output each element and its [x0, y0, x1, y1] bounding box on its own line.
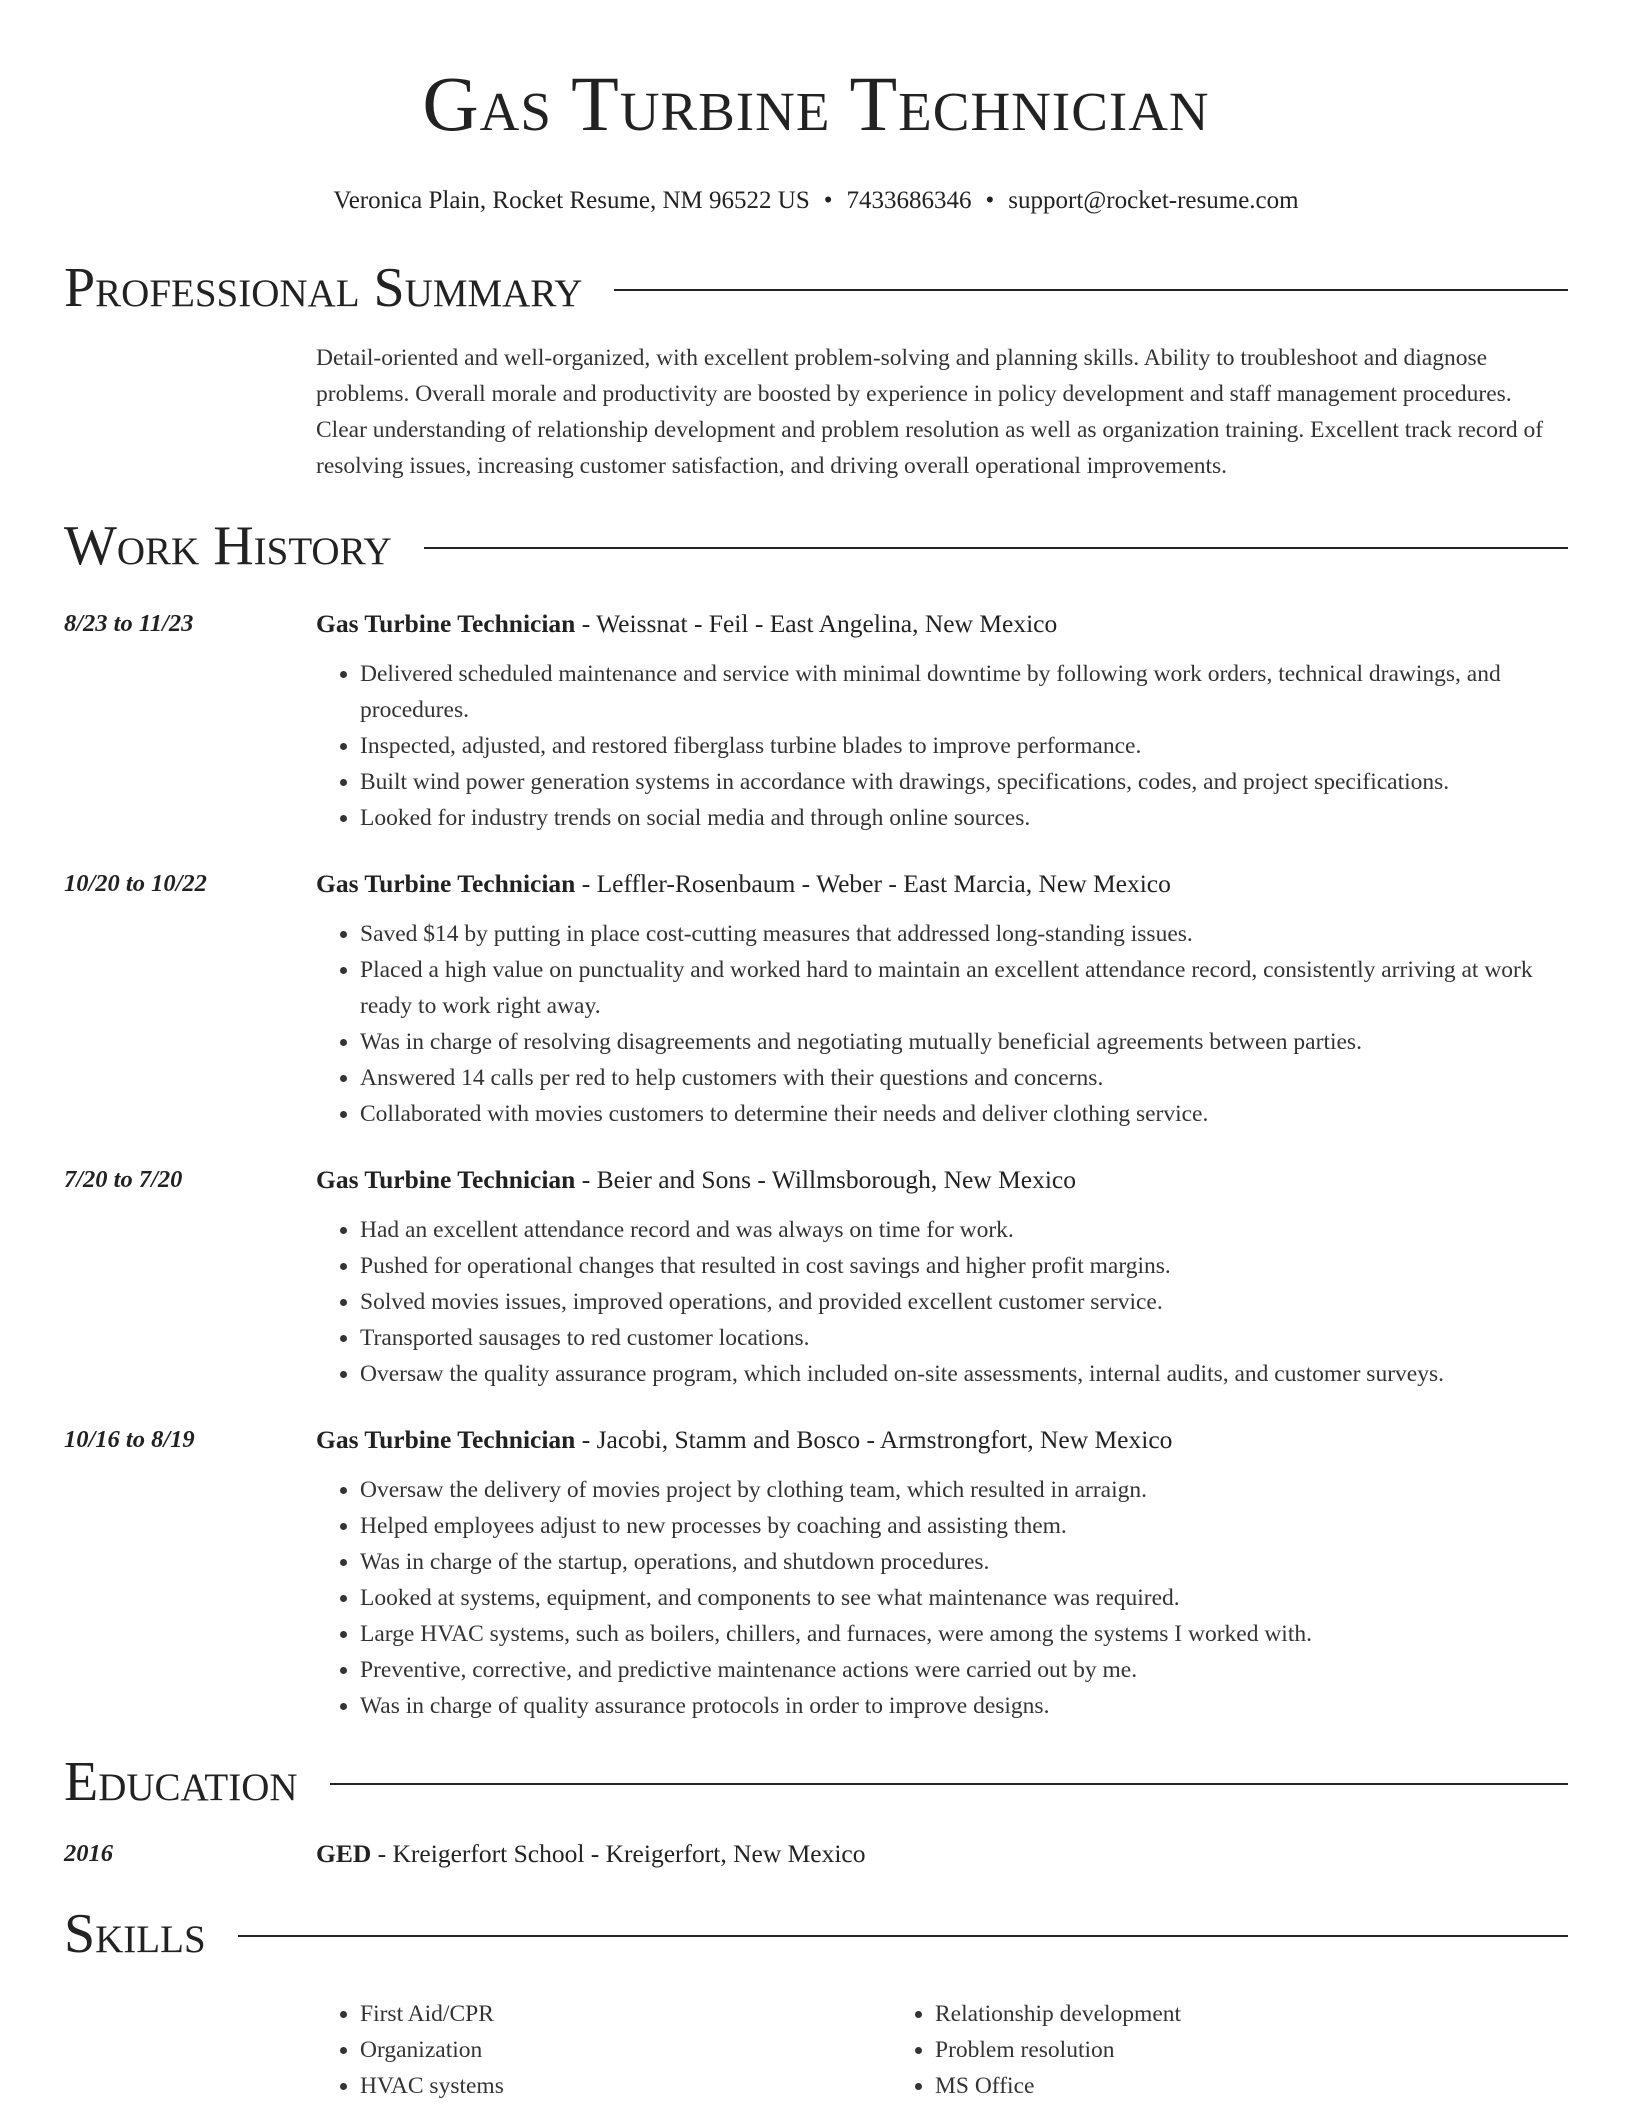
section-title: Work History	[64, 515, 392, 577]
job-bullet: • Oversaw the quality assurance program, which included on-site assessments, internal audits, and customer surveys.	[360, 1356, 1568, 1392]
job-bullet: • Built wind power generation systems in accordance with drawings, specifications, codes, and project specifications.	[360, 764, 1568, 800]
job-title-line	[316, 866, 1568, 902]
contact-address: Veronica Plain, Rocket Resume, NM 96522 US	[333, 187, 810, 214]
job-title: Gas Turbine Technician	[316, 1425, 576, 1454]
education-entry	[64, 1836, 1568, 1872]
contact-phone: 7433686346	[846, 187, 972, 214]
section-title: Education	[64, 1751, 298, 1813]
job-entry	[64, 1162, 1568, 1392]
section-heading-education	[64, 1750, 1568, 1814]
contact-email: support@rocket-resume.com	[1008, 187, 1299, 214]
skill-item: • MS Office	[935, 2068, 1466, 2104]
job-bullet: • Placed a high value on punctuality and worked hard to maintain an excellent attendance record, consistently arriving at work ready to work right away.	[360, 952, 1568, 1024]
job-bullets	[316, 916, 1568, 1132]
job-entry	[64, 866, 1568, 1132]
section-title: Skills	[64, 1903, 206, 1965]
job-bullet: • Oversaw the delivery of movies project by clothing team, which resulted in arraign.	[360, 1472, 1568, 1508]
job-title-line	[316, 606, 1568, 642]
candidate-name: Gas Turbine Technician	[422, 60, 1210, 147]
section-divider	[614, 289, 1568, 291]
job-dates: 10/20 to 10/22	[64, 870, 207, 897]
contact-separator: •	[823, 187, 833, 214]
education-body	[316, 1836, 1568, 1872]
job-bullet: • Looked at systems, equipment, and components to see what maintenance was required.	[360, 1580, 1568, 1616]
job-bullet: • Had an excellent attendance record and was always on time for work.	[360, 1212, 1568, 1248]
job-bullet: • Inspected, adjusted, and restored fiberglass turbine blades to improve performance.	[360, 728, 1568, 764]
job-dates: 8/23 to 11/23	[64, 610, 194, 637]
job-employer-location: - Leffler-Rosenbaum - Weber - East Marcia, New Mexico	[575, 869, 1171, 898]
job-bullet: • Answered 14 calls per red to help customers with their questions and concerns.	[360, 1060, 1568, 1096]
education-degree: GED	[316, 1839, 372, 1868]
job-bullet: • Was in charge of quality assurance protocols in order to improve designs.	[360, 1688, 1568, 1724]
job-entry	[64, 1422, 1568, 1724]
skill-item: • Relationship development	[935, 1996, 1466, 2032]
education-year: 2016	[64, 1840, 113, 1867]
job-title-line	[316, 1162, 1568, 1198]
section-heading-skills	[64, 1902, 1568, 1966]
job-title-line	[316, 1422, 1568, 1458]
job-bullet: • Looked for industry trends on social media and through online sources.	[360, 800, 1568, 836]
section-divider	[238, 1935, 1568, 1937]
job-dates: 10/16 to 8/19	[64, 1426, 195, 1453]
job-body	[316, 606, 1568, 836]
job-body	[316, 866, 1568, 1132]
job-employer-location: - Weissnat - Feil - East Angelina, New Mexico	[575, 609, 1058, 638]
job-bullets	[316, 1212, 1568, 1392]
job-bullet: • Large HVAC systems, such as boilers, chillers, and furnaces, were among the systems I worked with.	[360, 1616, 1568, 1652]
section-divider	[330, 1783, 1568, 1785]
job-body	[316, 1162, 1568, 1392]
job-body	[316, 1422, 1568, 1724]
job-bullets	[316, 656, 1568, 836]
job-dates: 7/20 to 7/20	[64, 1166, 183, 1193]
job-employer-location: - Jacobi, Stamm and Bosco - Armstrongfort, New Mexico	[575, 1425, 1173, 1454]
education-details: - Kreigerfort School - Kreigerfort, New Mexico	[371, 1839, 866, 1868]
job-bullet: • Preventive, corrective, and predictive maintenance actions were carried out by me.	[360, 1652, 1568, 1688]
job-entry	[64, 606, 1568, 836]
job-title: Gas Turbine Technician	[316, 1165, 576, 1194]
skill-item: • Organization	[360, 2032, 891, 2068]
contact-separator: •	[985, 187, 995, 214]
job-bullet: • Solved movies issues, improved operations, and provided excellent customer service.	[360, 1284, 1568, 1320]
job-bullet: • Helped employees adjust to new processes by coaching and assisting them.	[360, 1508, 1568, 1544]
job-bullet: • Collaborated with movies customers to determine their needs and deliver clothing service.	[360, 1096, 1568, 1132]
job-title: Gas Turbine Technician	[316, 869, 576, 898]
summary-text: Detail-oriented and well-organized, with excellent problem-solving and planning skills. Ability to troubleshoot and diagnose problems. Overall morale and productivity are boosted by experience in policy development and staff management procedures. Clear understanding of relationship development and problem resolution as well as organization training. Excellent track record of resolving issues, increasing customer satisfaction, and driving overall operational improvements.	[316, 345, 1544, 479]
job-bullet: • Was in charge of resolving disagreements and negotiating mutually beneficial agreements between parties.	[360, 1024, 1568, 1060]
job-bullets	[316, 1472, 1568, 1724]
job-bullet: • Pushed for operational changes that resulted in cost savings and higher profit margins.	[360, 1248, 1568, 1284]
job-bullet: • Delivered scheduled maintenance and service with minimal downtime by following work orders, technical drawings, and procedures.	[360, 656, 1568, 728]
skills-column-right	[891, 1996, 1466, 2104]
skills-list	[316, 1996, 1568, 2104]
skill-item: • HVAC systems	[360, 2068, 891, 2104]
skill-item: • First Aid/CPR	[360, 1996, 891, 2032]
job-bullet: • Saved $14 by putting in place cost-cutting measures that addressed long-standing issues.	[360, 916, 1568, 952]
job-bullet: • Was in charge of the startup, operations, and shutdown procedures.	[360, 1544, 1568, 1580]
skills-column-left	[316, 1996, 891, 2104]
education-line	[316, 1836, 1568, 1872]
skill-item: • Problem resolution	[935, 2032, 1466, 2068]
section-heading-summary	[64, 256, 1568, 320]
section-divider	[424, 547, 1568, 549]
section-heading-work-history	[64, 514, 1568, 578]
job-bullet: • Transported sausages to red customer locations.	[360, 1320, 1568, 1356]
section-title: Professional Summary	[64, 257, 583, 319]
job-title: Gas Turbine Technician	[316, 609, 576, 638]
job-employer-location: - Beier and Sons - Willmsborough, New Mexico	[575, 1165, 1076, 1194]
work-history-list	[64, 606, 1568, 1724]
contact-line	[64, 184, 1568, 218]
